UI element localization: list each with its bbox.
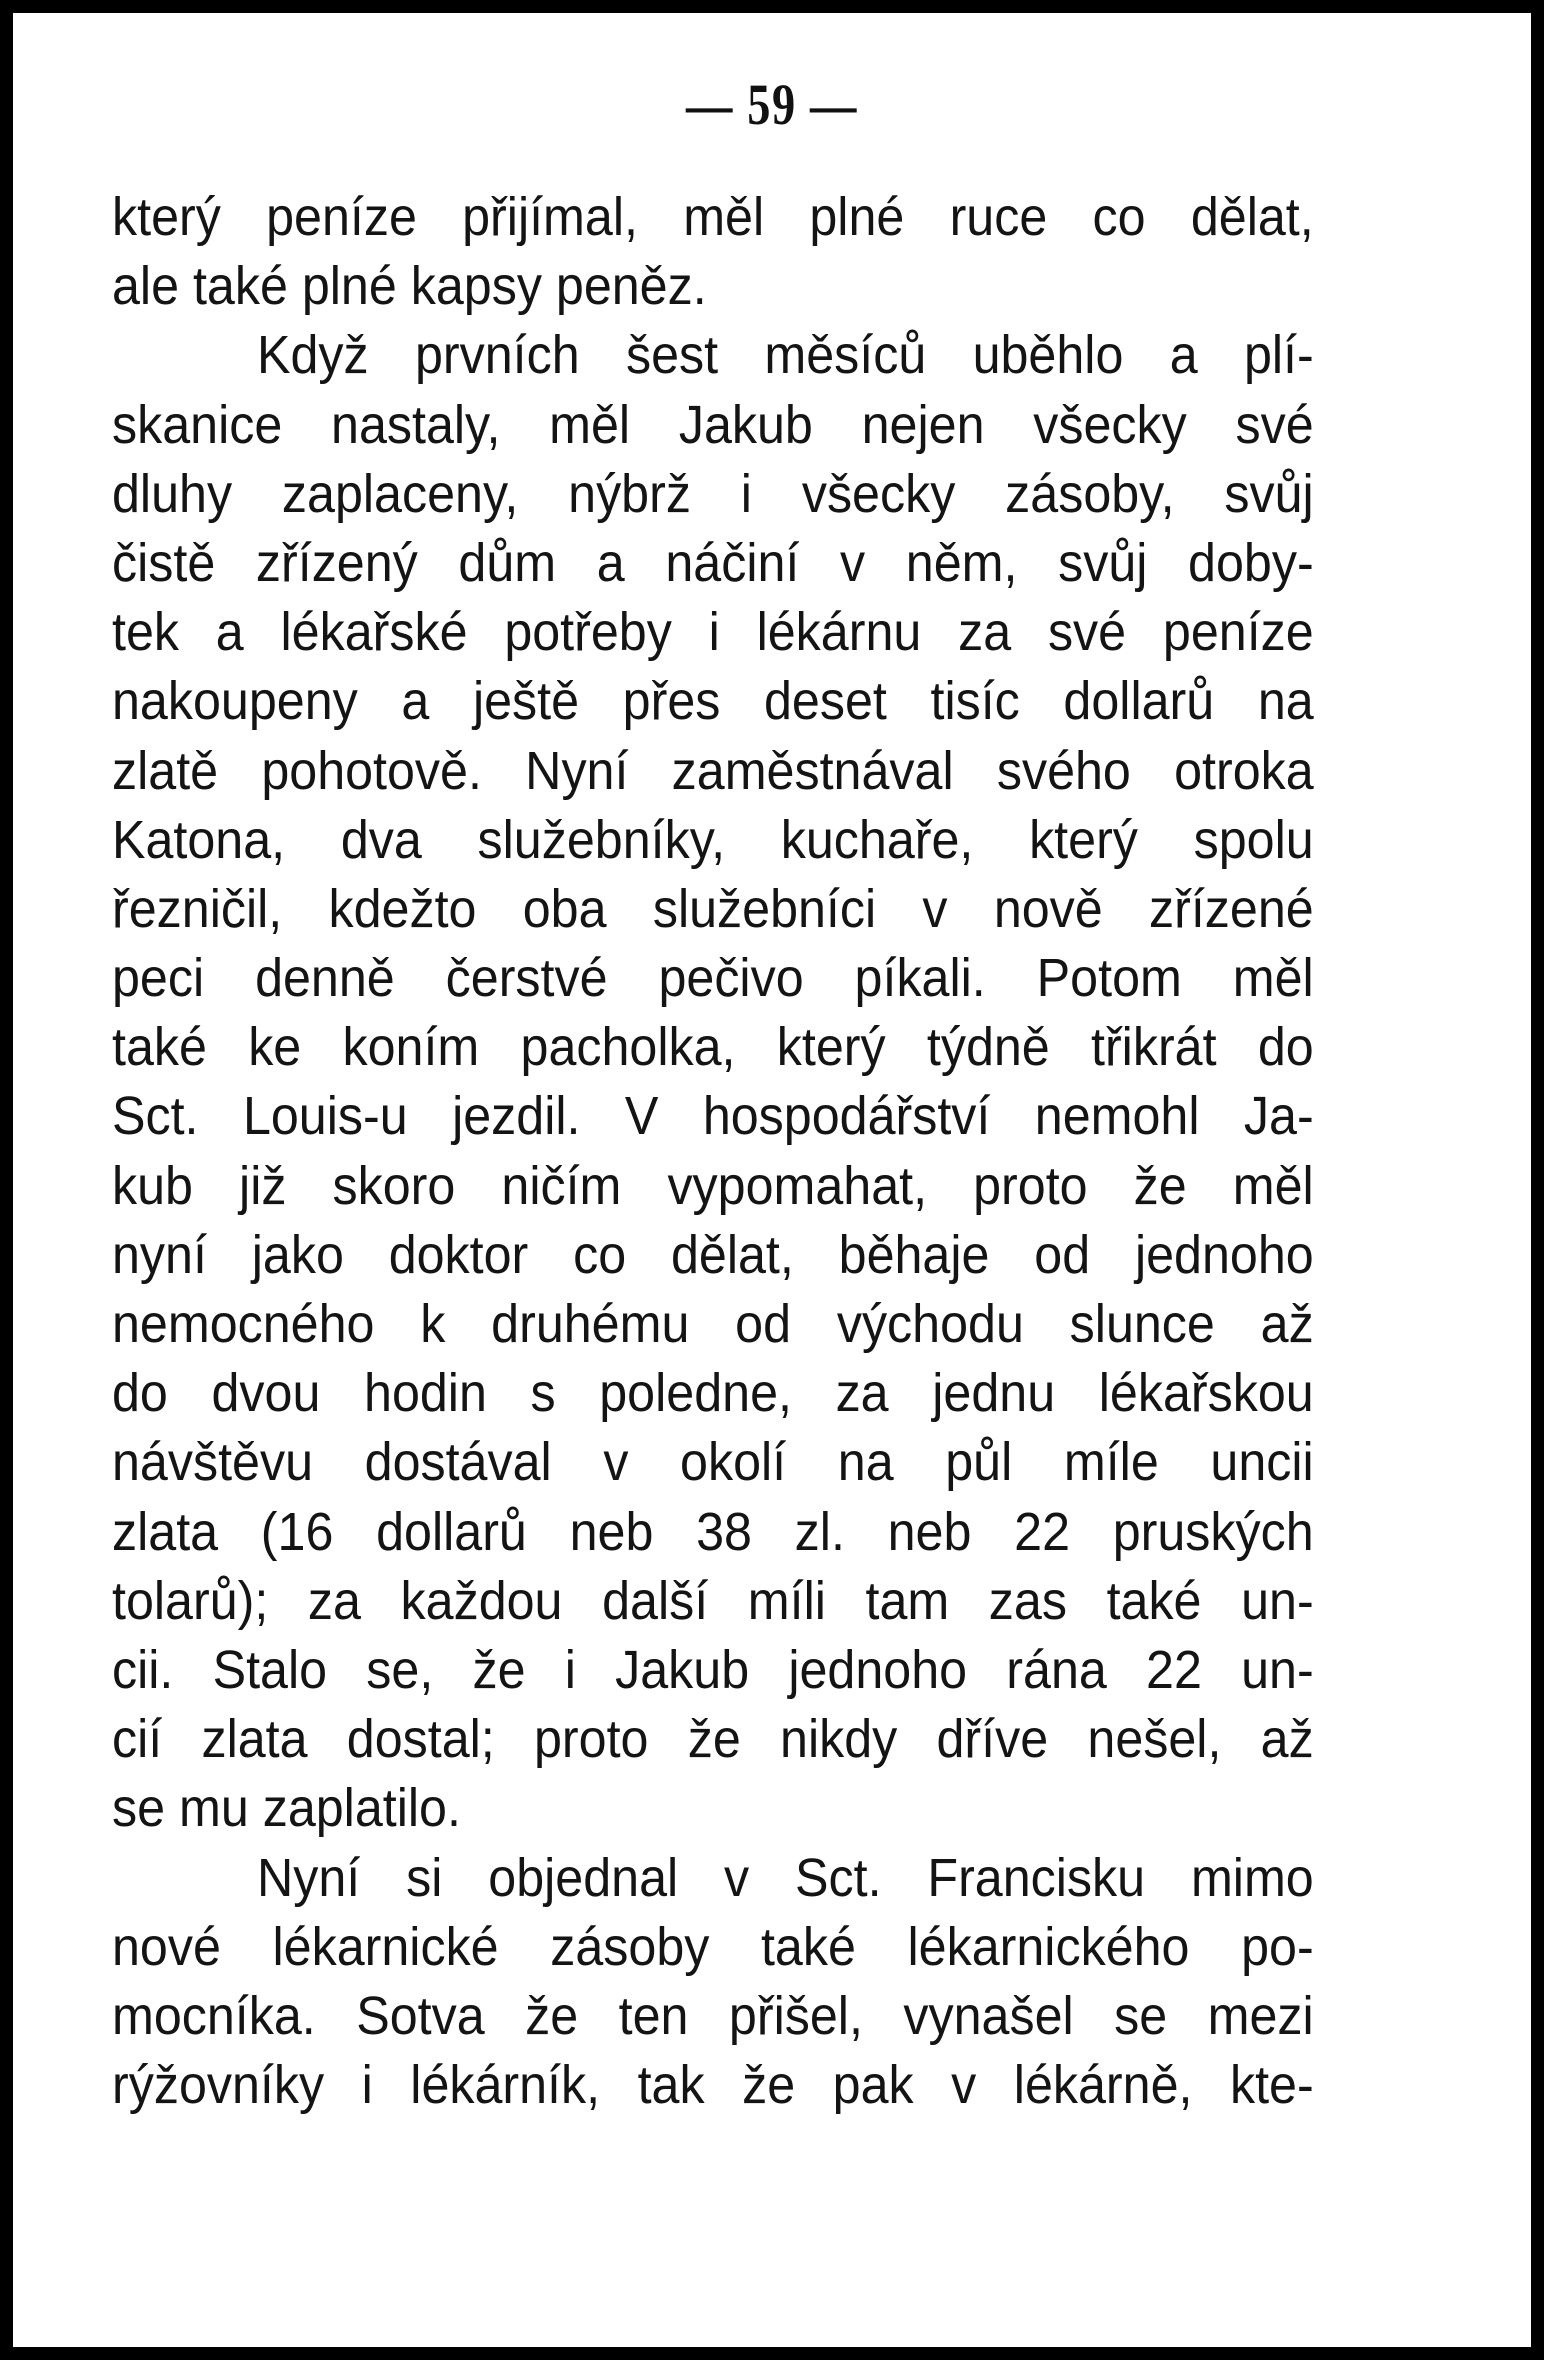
text-line: nové lékarnické zásoby také lékarnického po- (112, 1916, 1314, 1977)
page-number: — 59 — (686, 72, 858, 137)
text-line: Sct. Louis-u jezdil. V hospodářství nemohl Ja- (112, 1086, 1314, 1147)
text-line: ale také plné kapsy peněz. (112, 256, 707, 317)
text-line: řezničil, kdežto oba služebníci v nově zřízené (112, 878, 1314, 939)
text-line: mocníka. Sotva že ten přišel, vynašel se mezi (112, 1985, 1314, 2046)
text-line: zlata (16 dollarů neb 38 zl. neb 22 pruských (112, 1501, 1314, 1562)
text-line: skanice nastaly, měl Jakub nejen všecky své (112, 394, 1314, 455)
text-line: cii. Stalo se, že i Jakub jednoho rána 22 un- (112, 1639, 1314, 1700)
text-line: Nyní si objednal v Sct. Francisku mimo (257, 1847, 1314, 1908)
text-line: peci denně čerstvé pečivo píkali. Potom měl (112, 948, 1314, 1009)
text-line: se mu zaplatilo. (112, 1778, 461, 1839)
text-line: dluhy zaplaceny, nýbrž i všecky zásoby, svůj (112, 463, 1314, 524)
text-line: který peníze přijímal, měl plné ruce co dělat, (112, 187, 1314, 247)
text-line: tek a lékařské potřeby i lékárnu za své peníze (112, 602, 1314, 663)
text-line: Když prvních šest měsíců uběhlo a plí- (257, 325, 1314, 386)
text-line: rýžovníky i lékárník, tak že pak v lékárně, kte- (112, 2055, 1314, 2116)
text-line: také ke koním pacholka, který týdně třikrát do (112, 1017, 1314, 1078)
text-line: návštěvu dostával v okolí na půl míle uncii (112, 1432, 1314, 1493)
text-line: cií zlata dostal; proto že nikdy dříve nešel, až (112, 1709, 1314, 1770)
text-line: čistě zřízený dům a náčiní v něm, svůj doby- (112, 532, 1314, 593)
text-line: kub již skoro ničím vypomahat, proto že měl (112, 1155, 1314, 1216)
book-page (13, 13, 1531, 2347)
text-line: do dvou hodin s poledne, za jednu lékařskou (112, 1363, 1314, 1424)
text-line: nyní jako doktor co dělat, běhaje od jednoho (112, 1224, 1314, 1285)
text-line: Katona, dva služebníky, kuchaře, který spolu (112, 809, 1314, 870)
text-line: nemocného k druhému od východu slunce až (112, 1294, 1314, 1354)
text-line: tolarů); za každou další míli tam zas také un- (112, 1570, 1314, 1631)
body-text (112, 183, 1314, 2120)
text-line: zlatě pohotově. Nyní zaměstnával svého otroka (112, 740, 1314, 801)
text-line: nakoupeny a ještě přes deset tisíc dollarů na (112, 671, 1314, 732)
